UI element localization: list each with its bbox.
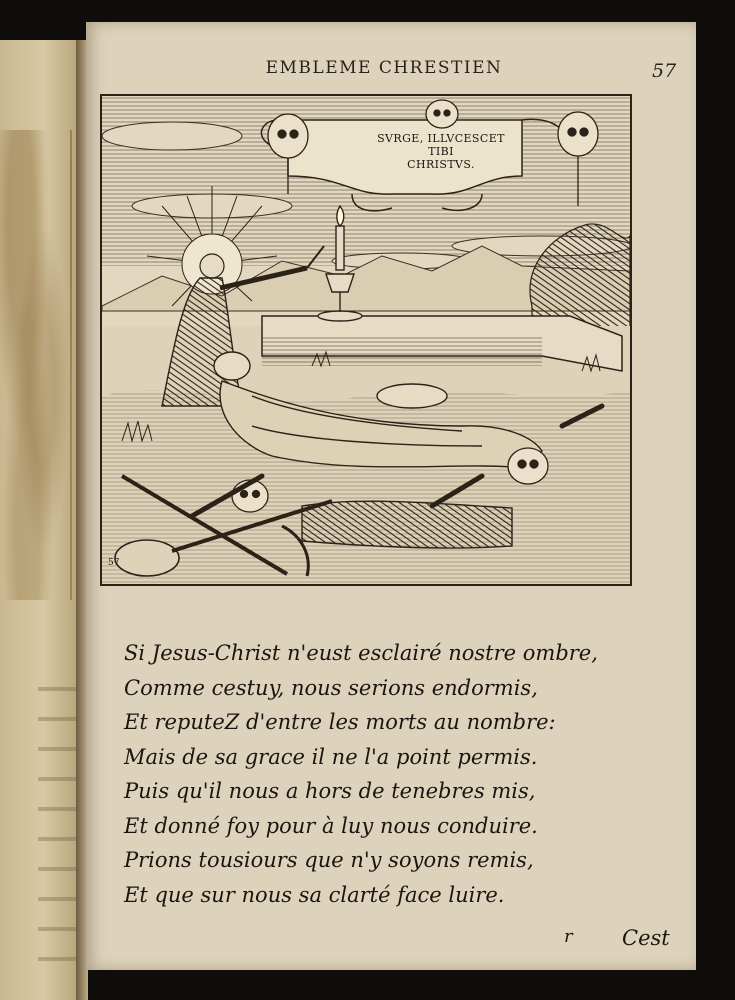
verse-line: Et que sur nous sa clarté face luire. — [124, 882, 505, 907]
verse-line: Et reputeZ d'entre les morts au nombre: — [124, 710, 556, 734]
tomb-side — [262, 336, 542, 366]
left-page-edge — [0, 40, 78, 1000]
catchword: Cest — [622, 926, 670, 950]
verse-line: Et donné foy pour à luy nous conduire. — [124, 813, 538, 838]
verse-line: Puis qu'il nous a hors de tenebres mis, — [124, 779, 536, 803]
verse-line: Prions tousiours que n'y soyons remis, — [124, 848, 534, 872]
open-grave — [302, 501, 512, 548]
verse-line: Comme cestuy, nous serions endormis, — [124, 675, 538, 700]
page-number: 57 — [652, 60, 677, 82]
verse-line: Mais de sa grace il ne l'a point permis. — [124, 744, 538, 769]
book-page — [86, 22, 696, 970]
plate-number: 57 — [108, 558, 120, 568]
verse-stanza — [124, 636, 684, 912]
bleed-through-illustration — [0, 130, 72, 600]
bleed-through-text — [38, 665, 78, 985]
motto-line-2: CHRISTVS. — [407, 158, 475, 171]
running-head: EMBLEME CHRESTIEN — [265, 58, 503, 78]
emblem-engraving — [100, 94, 632, 586]
motto-line-1: SVRGE, ILLVCESCET TIBI — [377, 132, 505, 158]
emblem-motto — [366, 132, 516, 171]
signature-mark: r — [564, 926, 573, 947]
verse-line: Si Jesus-Christ n'eust esclairé nostre ombre, — [124, 641, 598, 665]
